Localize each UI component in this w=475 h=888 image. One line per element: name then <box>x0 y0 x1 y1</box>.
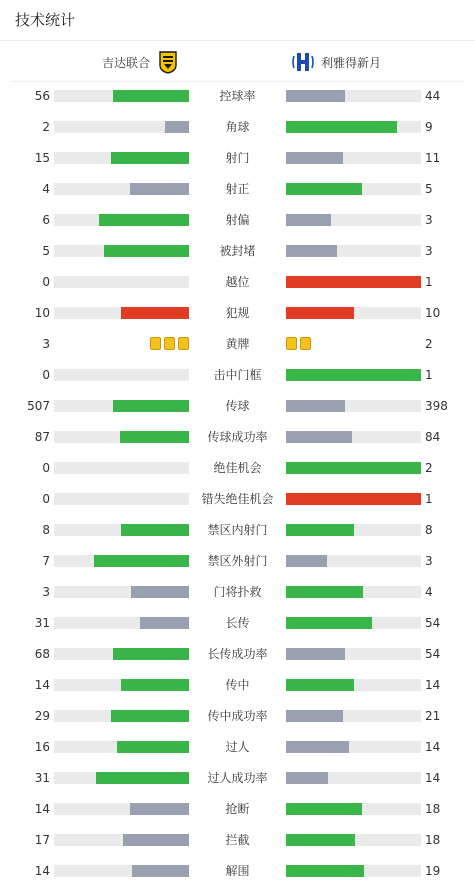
stat-row <box>0 297 475 328</box>
home-value: 3 <box>42 585 50 599</box>
stat-row <box>0 700 475 731</box>
away-bar-track <box>286 400 421 412</box>
yellow-card-icon <box>300 337 311 350</box>
away-bar-track <box>286 90 421 102</box>
away-value: 3 <box>425 213 433 227</box>
home-bar-track <box>54 245 189 257</box>
away-bar-track <box>286 493 421 505</box>
away-bar-fill <box>286 648 345 660</box>
home-bar-fill <box>121 679 189 691</box>
home-bar-fill <box>111 152 189 164</box>
away-value: 11 <box>425 151 441 165</box>
home-value: 87 <box>34 430 50 444</box>
away-value: 1 <box>425 368 433 382</box>
home-bar-fill <box>113 90 189 102</box>
stat-label: 越位 <box>225 275 250 289</box>
home-value: 4 <box>42 182 50 196</box>
home-bar-fill <box>121 307 189 319</box>
ittihad-crest-icon <box>156 50 180 74</box>
page-header <box>0 0 475 41</box>
home-value: 5 <box>42 244 50 258</box>
stat-row <box>0 390 475 421</box>
home-bar-fill <box>120 431 189 443</box>
hilal-crest-icon <box>291 50 315 74</box>
away-value: 44 <box>425 89 441 103</box>
stat-row <box>0 452 475 483</box>
away-value: 84 <box>425 430 441 444</box>
away-value: 3 <box>425 554 433 568</box>
home-value: 14 <box>34 864 50 878</box>
stat-label: 门将扑救 <box>213 585 262 599</box>
away-team[interactable] <box>291 49 381 75</box>
home-value: 0 <box>42 368 50 382</box>
home-bar-track <box>54 90 189 102</box>
stat-row <box>0 421 475 452</box>
home-bar-track <box>54 648 189 660</box>
home-bar-track <box>54 586 189 598</box>
home-bar-track <box>54 431 189 443</box>
home-value: 14 <box>34 678 50 692</box>
away-value: 3 <box>425 244 433 258</box>
stat-row <box>0 824 475 855</box>
home-bar-fill <box>121 524 189 536</box>
away-bar-fill <box>286 245 337 257</box>
home-bar-track <box>54 803 189 815</box>
away-bar-fill <box>286 772 328 784</box>
home-bar-fill <box>99 214 189 226</box>
away-bar-fill <box>286 493 421 505</box>
away-value: 2 <box>425 461 433 475</box>
away-bar-track <box>286 245 421 257</box>
away-bar-fill <box>286 803 362 815</box>
stat-label: 过人 <box>225 740 250 754</box>
away-bar-track <box>286 307 421 319</box>
stat-label: 控球率 <box>219 89 256 103</box>
stat-label: 解围 <box>225 864 250 878</box>
stat-label: 击中门框 <box>213 368 262 382</box>
home-bar-track <box>54 710 189 722</box>
away-bar-fill <box>286 865 364 877</box>
away-bar-track <box>286 524 421 536</box>
yellow-card-icon <box>286 337 297 350</box>
home-bar-fill <box>130 183 189 195</box>
away-bar-fill <box>286 276 421 288</box>
home-bar-fill <box>132 865 189 877</box>
away-yellow-cards <box>286 337 311 351</box>
away-bar-track <box>286 648 421 660</box>
home-bar-track <box>54 183 189 195</box>
away-team-name: 利雅得新月 <box>321 55 382 70</box>
away-bar-track <box>286 772 421 784</box>
stat-label: 传中 <box>225 678 250 692</box>
stat-label: 禁区内射门 <box>207 523 268 537</box>
stat-label: 射偏 <box>225 213 250 227</box>
stat-label: 射正 <box>225 182 250 196</box>
away-bar-fill <box>286 617 372 629</box>
stat-row <box>0 607 475 638</box>
stat-label: 传球 <box>225 399 250 413</box>
away-value: 54 <box>425 616 441 630</box>
away-value: 21 <box>425 709 441 723</box>
away-bar-track <box>286 741 421 753</box>
stat-label: 传中成功率 <box>207 709 268 723</box>
home-bar-fill <box>104 245 189 257</box>
stat-row <box>0 328 475 359</box>
home-value: 56 <box>34 89 50 103</box>
home-value: 0 <box>42 461 50 475</box>
home-value: 68 <box>34 647 50 661</box>
away-bar-track <box>286 865 421 877</box>
away-value: 54 <box>425 647 441 661</box>
away-bar-track <box>286 431 421 443</box>
home-bar-fill <box>113 400 189 412</box>
away-bar-fill <box>286 555 327 567</box>
away-bar-fill <box>286 400 345 412</box>
home-bar-track <box>54 121 189 133</box>
away-value: 10 <box>425 306 441 320</box>
home-bar-fill <box>117 741 189 753</box>
stat-row <box>0 545 475 576</box>
stat-row <box>0 235 475 266</box>
home-value: 0 <box>42 275 50 289</box>
home-bar-track <box>54 276 189 288</box>
away-bar-fill <box>286 524 354 536</box>
stat-row <box>0 483 475 514</box>
away-bar-track <box>286 586 421 598</box>
home-bar-track <box>54 152 189 164</box>
away-bar-fill <box>286 121 397 133</box>
home-bar-track <box>54 834 189 846</box>
home-team-name: 吉达联合 <box>101 55 150 70</box>
away-bar-track <box>286 617 421 629</box>
home-value: 16 <box>34 740 50 754</box>
stat-row <box>0 111 475 142</box>
home-bar-fill <box>140 617 189 629</box>
away-value: 4 <box>425 585 433 599</box>
away-bar-fill <box>286 90 345 102</box>
home-bar-track <box>54 524 189 536</box>
away-value: 18 <box>425 833 441 847</box>
away-value: 14 <box>425 740 441 754</box>
stat-label: 错失绝佳机会 <box>201 492 274 506</box>
away-value: 5 <box>425 182 433 196</box>
stat-label: 过人成功率 <box>207 771 268 785</box>
yellow-card-icon <box>164 337 175 350</box>
away-bar-track <box>286 679 421 691</box>
away-value: 14 <box>425 771 441 785</box>
home-bar-fill <box>123 834 189 846</box>
stat-label: 长传成功率 <box>207 647 268 661</box>
away-bar-track <box>286 152 421 164</box>
stat-row <box>0 173 475 204</box>
home-bar-fill <box>96 772 189 784</box>
stat-label: 黄牌 <box>225 337 250 351</box>
stat-label: 射门 <box>225 151 250 165</box>
away-value: 2 <box>425 337 433 351</box>
home-team[interactable] <box>102 49 180 75</box>
home-value: 14 <box>34 802 50 816</box>
stat-row <box>0 762 475 793</box>
stat-label: 绝佳机会 <box>213 461 262 475</box>
away-bar-fill <box>286 710 343 722</box>
away-bar-fill <box>286 369 421 381</box>
away-bar-track <box>286 555 421 567</box>
away-bar-track <box>286 462 421 474</box>
home-value: 6 <box>42 213 50 227</box>
stat-label: 长传 <box>225 616 250 630</box>
home-bar-track <box>54 617 189 629</box>
home-bar-track <box>54 772 189 784</box>
home-bar-track <box>54 865 189 877</box>
home-value: 31 <box>34 616 50 630</box>
home-bar-track <box>54 307 189 319</box>
away-bar-track <box>286 803 421 815</box>
home-value: 507 <box>27 399 50 413</box>
stat-label: 被封堵 <box>219 244 256 258</box>
away-value: 9 <box>425 120 433 134</box>
home-value: 10 <box>34 306 50 320</box>
home-bar-track <box>54 369 189 381</box>
home-bar-fill <box>131 586 189 598</box>
stat-label: 拦截 <box>225 833 250 847</box>
away-bar-fill <box>286 834 355 846</box>
away-value: 19 <box>425 864 441 878</box>
home-value: 31 <box>34 771 50 785</box>
stat-label: 抢断 <box>225 802 250 816</box>
away-value: 398 <box>425 399 448 413</box>
home-bar-track <box>54 400 189 412</box>
yellow-card-icon <box>178 337 189 350</box>
home-yellow-cards <box>150 337 189 351</box>
away-bar-fill <box>286 586 363 598</box>
home-value: 17 <box>34 833 50 847</box>
stat-row <box>0 514 475 545</box>
away-bar-track <box>286 369 421 381</box>
stat-row <box>0 638 475 669</box>
home-bar-fill <box>130 803 189 815</box>
away-bar-fill <box>286 431 352 443</box>
home-value: 2 <box>42 120 50 134</box>
page-title: 技术统计 <box>15 11 76 29</box>
home-value: 8 <box>42 523 50 537</box>
away-bar-track <box>286 183 421 195</box>
stat-label: 禁区外射门 <box>207 554 268 568</box>
home-value: 29 <box>34 709 50 723</box>
away-bar-fill <box>286 679 354 691</box>
home-bar-track <box>54 462 189 474</box>
home-bar-track <box>54 679 189 691</box>
stat-row <box>0 204 475 235</box>
home-bar-fill <box>111 710 189 722</box>
away-bar-track <box>286 214 421 226</box>
stat-row <box>0 359 475 390</box>
away-bar-fill <box>286 183 362 195</box>
away-bar-track <box>286 710 421 722</box>
away-bar-track <box>286 276 421 288</box>
away-bar-fill <box>286 462 421 474</box>
stat-row <box>0 266 475 297</box>
home-bar-fill <box>113 648 189 660</box>
stat-row <box>0 793 475 824</box>
away-bar-fill <box>286 307 354 319</box>
stat-row <box>0 80 475 111</box>
away-value: 1 <box>425 275 433 289</box>
home-bar-track <box>54 741 189 753</box>
away-value: 1 <box>425 492 433 506</box>
stat-row <box>0 731 475 762</box>
home-bar-fill <box>165 121 189 133</box>
home-bar-track <box>54 493 189 505</box>
away-value: 14 <box>425 678 441 692</box>
teams-header <box>10 41 465 82</box>
home-value: 15 <box>34 151 50 165</box>
stat-row <box>0 855 475 886</box>
stat-row <box>0 669 475 700</box>
stat-label: 犯规 <box>225 306 250 320</box>
home-bar-track <box>54 214 189 226</box>
yellow-card-icon <box>150 337 161 350</box>
away-bar-fill <box>286 214 331 226</box>
stat-label: 传球成功率 <box>207 430 268 444</box>
away-bar-fill <box>286 741 349 753</box>
home-value: 0 <box>42 492 50 506</box>
home-bar-fill <box>94 555 189 567</box>
away-bar-fill <box>286 152 343 164</box>
away-bar-track <box>286 834 421 846</box>
stat-row <box>0 142 475 173</box>
away-value: 8 <box>425 523 433 537</box>
away-bar-track <box>286 121 421 133</box>
stat-label: 角球 <box>225 120 250 134</box>
home-bar-track <box>54 555 189 567</box>
home-value: 3 <box>42 337 50 351</box>
home-value: 7 <box>42 554 50 568</box>
stat-row <box>0 576 475 607</box>
away-value: 18 <box>425 802 441 816</box>
